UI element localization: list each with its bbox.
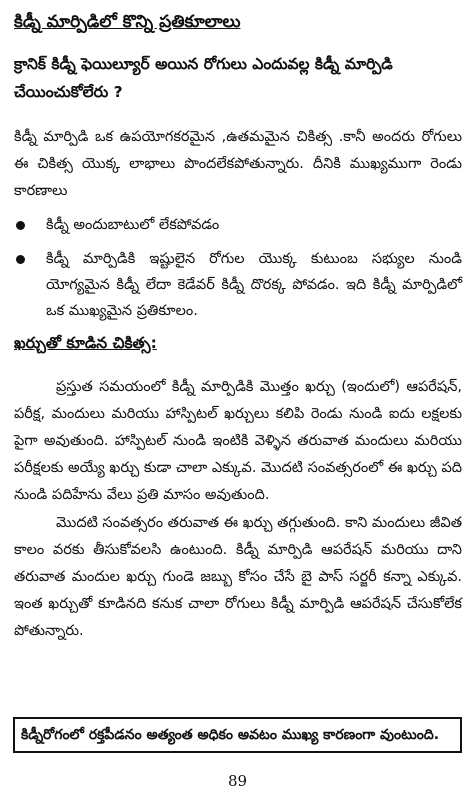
list-item-text: కిడ్నీ మార్పిడికి ఇష్టులైన రోగుల యొక్క కుటుంబ సభ్యుల నుండి యోగ్యమైన కిడ్నీ లేదా కెడేవర్ కిడ్నీ దొరక్క పోవడం. ఇది కిడ్నీ మార్పిడిలో ఒక ముఖ్యమైన ప్రతికూలం. xyxy=(46,251,462,319)
list-item xyxy=(14,212,462,238)
cost-paragraph-2: మొదటి సంవత్సరం తరువాత ఈ ఖర్చు తగ్గుతుంది. కాని మందులు జీవిత కాలం వరకు తీసుకోవలసి ఉంటుంది. కిడ్నీ మార్పిడి ఆపరేషన్ మరియు దాని తరువాత మందుల ఖర్చు గుండె జబ్బు కోసం చేసే బై పాస్ సర్జరీ కన్నా ఎక్కువ. ఇంత ఖర్చుతో కూడినది కనుక చాలా రోగులు కిడ్నీ మార్పిడి ఆపరేషన్ చేసుకోలేక పోతున్నారు. xyxy=(14,515,462,639)
list-item xyxy=(14,246,462,324)
question-heading: క్రానిక్ కిడ్నీ ఫెయిల్యూర్ అయిన రోగులు ఎందువల్ల కిడ్నీ మార్పిడి చేయించుకోలేరు ? xyxy=(14,55,393,101)
page-number: 89 xyxy=(227,772,248,790)
bullet-icon xyxy=(16,255,25,264)
reasons-list xyxy=(14,212,462,332)
subheading: ఖర్చుతో కూడిన చికిత్స: xyxy=(14,334,157,352)
list-item-text: కిడ్నీ అందుబాటులో లేకపోవడం xyxy=(46,217,220,233)
cost-paragraph-1: ప్రస్తుత సమయంలో కిడ్నీ మార్పిడికి మొత్తం ఖర్చు (ఇందులో) ఆపరేషన్, పరీక్ష, మందులు మరియు హాస్పిటల్ ఖర్చులు కలిపి రెండు నుండి ఐదు లక్షలకు పైగా అవుతుంది. హాస్పిటల్ నుండి ఇంటికి వెళ్ళిన తరువాత మందులు మరియు పరీక్షలకు అయ్యే ఖర్చు కుడా చాలా ఎక్కువ. మొదటి సంవత్సరంలో ఈ ఖర్చు పది నుండి పదిహేను వేలు ప్రతి మాసం అవుతుంది. xyxy=(14,379,462,503)
bullet-icon xyxy=(16,221,25,230)
section-title: కిడ్నీ మార్పిడిలో కొన్ని ప్రతికూలాలు xyxy=(14,12,241,32)
intro-paragraph: కిడ్నీ మార్పిడి ఒక ఉపయోగకరమైన ,ఉతమమైన చికిత్స .కానీ అందరు రోగులు ఈ చికిత్స యొక్క లాభాలు పొందలేకపోతున్నారు. దీనికి ముఖ్యముగా రెండు కారణాలు xyxy=(14,129,462,199)
boxed-note: కిడ్నీరోగంలో రక్తపీడనం అత్యంత అధికం అవటం ముఖ్య కారణంగా వుంటుంది. xyxy=(13,717,462,753)
